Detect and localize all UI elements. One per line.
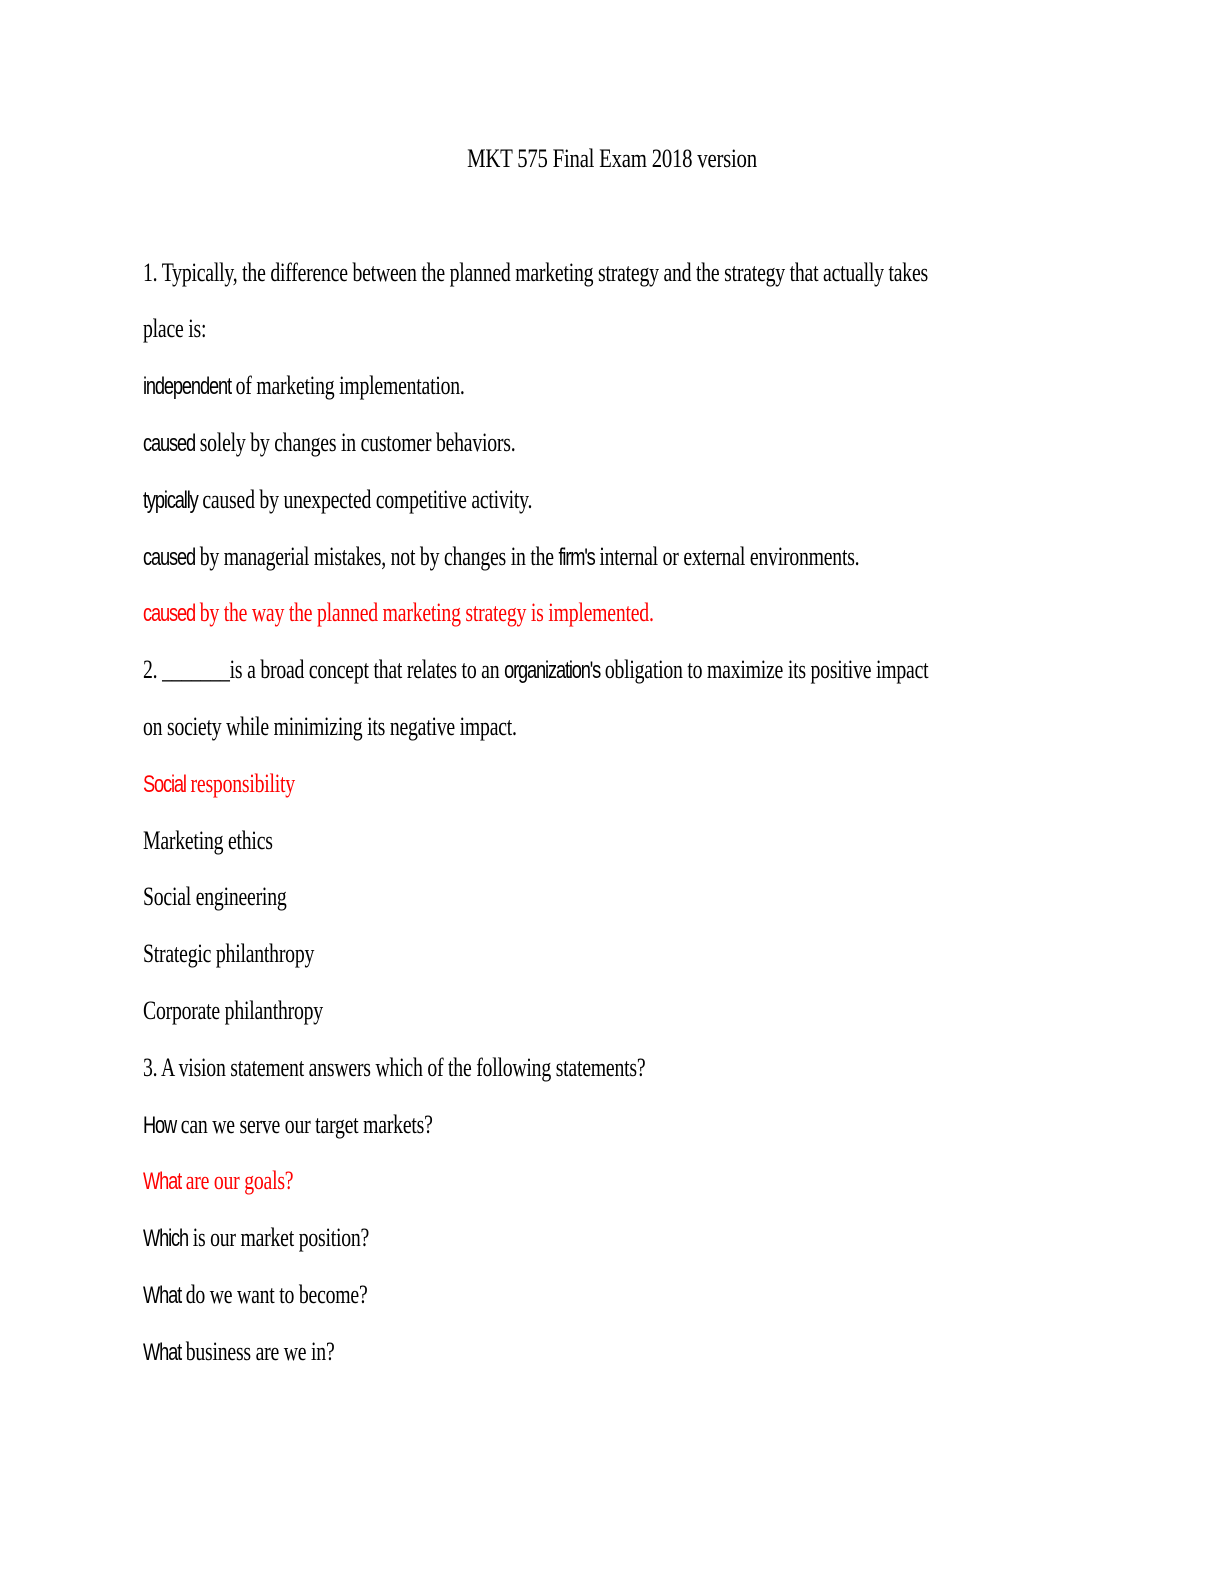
exam-title-seg-0: MKT 575 Final Exam 2018 version (467, 144, 757, 173)
q2-option-5 (143, 994, 323, 1032)
q2-text-line-1-seg-2: obligation to maximize its positive impact (600, 655, 929, 685)
q1-option-3-seg-0: typically (143, 486, 198, 514)
q3-option-4-seg-0: What (143, 1282, 182, 1309)
q1-option-4-seg-2: firm's (558, 543, 595, 571)
q3-option-5-seg-0: What (143, 1338, 182, 1366)
q2-option-3-seg-0: Social engineering (143, 882, 287, 912)
q3-option-5 (143, 1335, 334, 1373)
q1-option-1-seg-1: of marketing implementation. (230, 371, 465, 401)
q2-option-2 (143, 824, 273, 862)
q1-option-4-seg-3: internal or external environments. (594, 541, 860, 571)
q1-option-2-seg-0: caused (143, 430, 195, 457)
q2-option-4 (143, 937, 314, 975)
q3-option-1 (143, 1108, 433, 1146)
q1-answer-highlighted-seg-1: by the way the planned marketing strategy is implemented. (194, 598, 654, 628)
q3-option-5-seg-1: business are we in? (181, 1336, 335, 1366)
q3-option-4-seg-1: do we want to become? (181, 1280, 368, 1309)
q3-answer-highlighted-seg-0: What (143, 1168, 182, 1196)
q2-option-4-seg-0: Strategic philanthropy (143, 939, 315, 969)
q3-option-1-seg-1: can we serve our target markets? (176, 1109, 433, 1139)
q2-answer-highlighted-seg-0: Social (143, 770, 186, 798)
q3-option-1-seg-0: How (143, 1111, 177, 1139)
q1-answer-highlighted-seg-0: caused (143, 600, 195, 628)
q1-option-2 (143, 426, 515, 464)
q1-text-line-1-seg-0: 1. Typically, the difference between the planned marketing strategy and the strategy that actually takes (143, 257, 928, 287)
q2-text-line-2 (143, 710, 517, 748)
q3-option-3 (143, 1221, 369, 1259)
q2-text-line-1 (143, 653, 928, 691)
q2-option-5-seg-0: Corporate philanthropy (143, 996, 323, 1025)
q2-answer-highlighted-seg-1: responsibility (185, 768, 295, 798)
q1-option-1 (143, 369, 465, 407)
exam-title (122, 142, 1101, 180)
q1-option-2-seg-1: solely by changes in customer behaviors. (194, 428, 516, 457)
q3-answer-highlighted-seg-1: are our goals? (181, 1166, 294, 1196)
q1-option-4 (143, 540, 859, 578)
q2-option-3 (143, 880, 287, 918)
q3-text (143, 1051, 645, 1089)
q3-text-seg-0: 3. A vision statement answers which of the following statements? (143, 1052, 646, 1082)
q1-option-4-seg-0: caused (143, 543, 195, 571)
q2-text-line-1-seg-0: 2. _______is a broad concept that relates to an (143, 655, 505, 685)
q3-option-3-seg-1: is our market position? (187, 1223, 370, 1253)
q1-answer-highlighted (143, 596, 654, 634)
q1-option-3 (143, 483, 532, 521)
q3-option-3-seg-0: Which (143, 1225, 188, 1253)
q3-option-4 (143, 1278, 367, 1316)
q1-option-4-seg-1: by managerial mistakes, not by changes in the (194, 541, 559, 571)
q2-text-line-1-seg-1: organization's (504, 657, 601, 685)
q1-option-3-seg-1: caused by unexpected competitive activity. (197, 484, 533, 514)
q2-answer-highlighted (143, 767, 295, 805)
q1-option-1-seg-0: independent (143, 373, 231, 401)
q1-text-line-2-seg-0: place is: (143, 314, 207, 344)
q3-answer-highlighted (143, 1164, 293, 1202)
q2-text-line-2-seg-0: on society while minimizing its negative impact. (143, 712, 517, 741)
q1-text-line-2 (143, 312, 206, 350)
q1-text-line-1 (143, 256, 928, 294)
q2-option-2-seg-0: Marketing ethics (143, 825, 273, 855)
